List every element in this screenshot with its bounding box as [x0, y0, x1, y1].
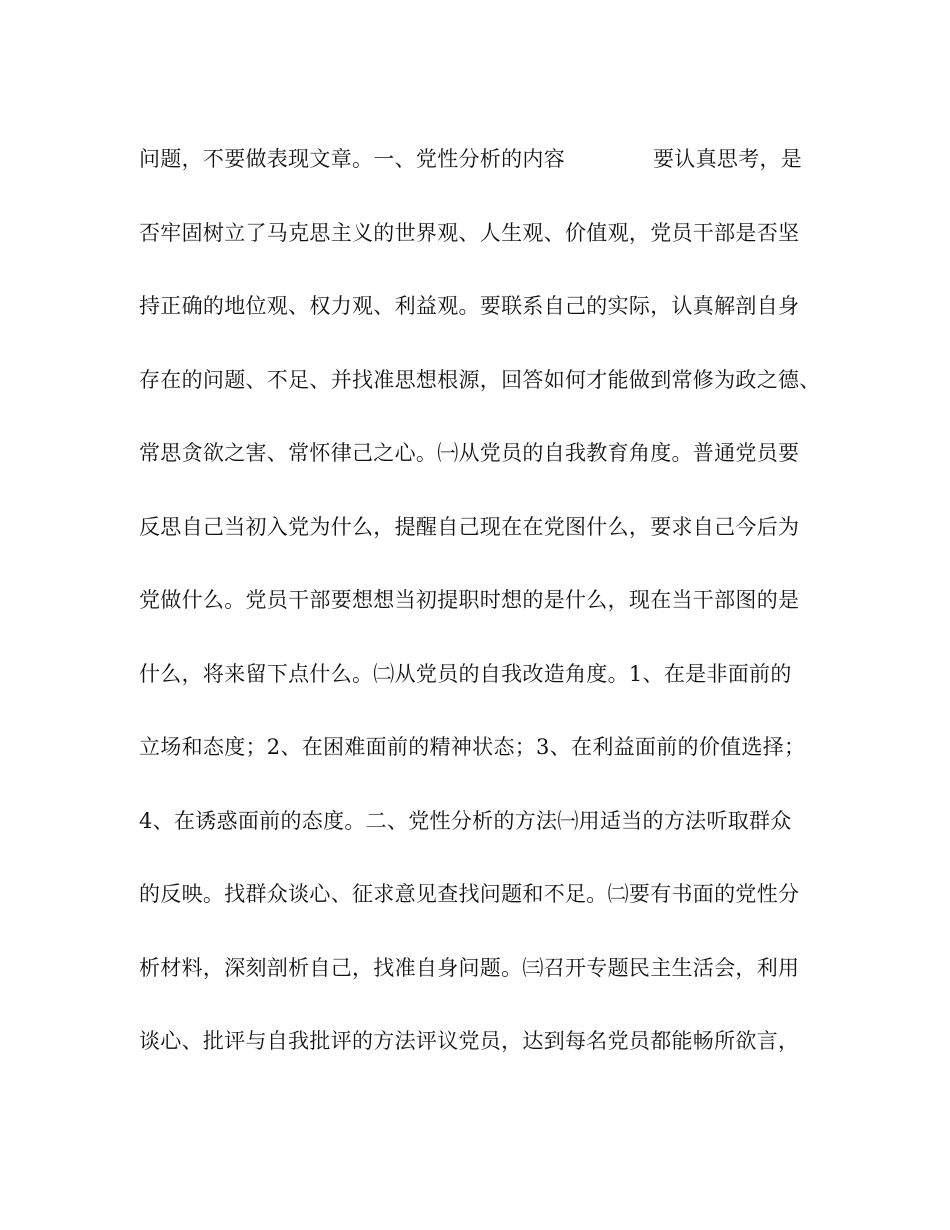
text-line-10: 4、在诱惑面前的态度。二、党性分析的方法㈠用适当的方法听取群众 [139, 808, 792, 833]
text-line-12: 析材料，深刻剖析自己，找准自身问题。㈢召开专题民主生活会，利用 [139, 955, 800, 980]
text-line-1-part-2: 要认真思考，是 [653, 147, 803, 171]
text-line-11: 的反映。找群众谈心、征求意见查找问题和不足。㈡要有书面的党性分 [139, 882, 800, 906]
text-line-3: 持正确的地位观、权力观、利益观。要联系自己的实际，认真解剖自身 [139, 294, 800, 318]
text-line-2: 否牢固树立了马克思主义的世界观、人生观、价值观，党员干部是否坚 [139, 220, 800, 245]
text-line-1 [139, 139, 839, 213]
text-line-9: 立场和态度；2、在困难面前的精神状态；3、在利益面前的价值选择； [139, 735, 806, 759]
body-text [139, 139, 839, 1095]
text-line-7: 党做什么。党员干部要想想当初提职时想的是什么，现在当干部图的是 [139, 588, 800, 612]
text-line-4: 存在的问题、不足、并找准思想根源，回答如何才能做到常修为政之德、 [139, 367, 821, 392]
text-line-6: 反思自己当初入党为什么，提醒自己现在在党图什么，要求自己今后为 [139, 514, 800, 539]
text-line-5: 常思贪欲之害、常怀律己之心。㈠从党员的自我教育角度。普通党员要 [139, 441, 800, 465]
text-line-1-part-1: 问题，不要做表现文章。一、党性分析的内容 [139, 147, 565, 171]
text-line-13: 谈心、批评与自我批评的方法评议党员，达到每名党员都能畅所欲言， [139, 1029, 800, 1053]
text-line-8: 什么，将来留下点什么。㈡从党员的自我改造角度。1、在是非面前的 [139, 661, 792, 686]
